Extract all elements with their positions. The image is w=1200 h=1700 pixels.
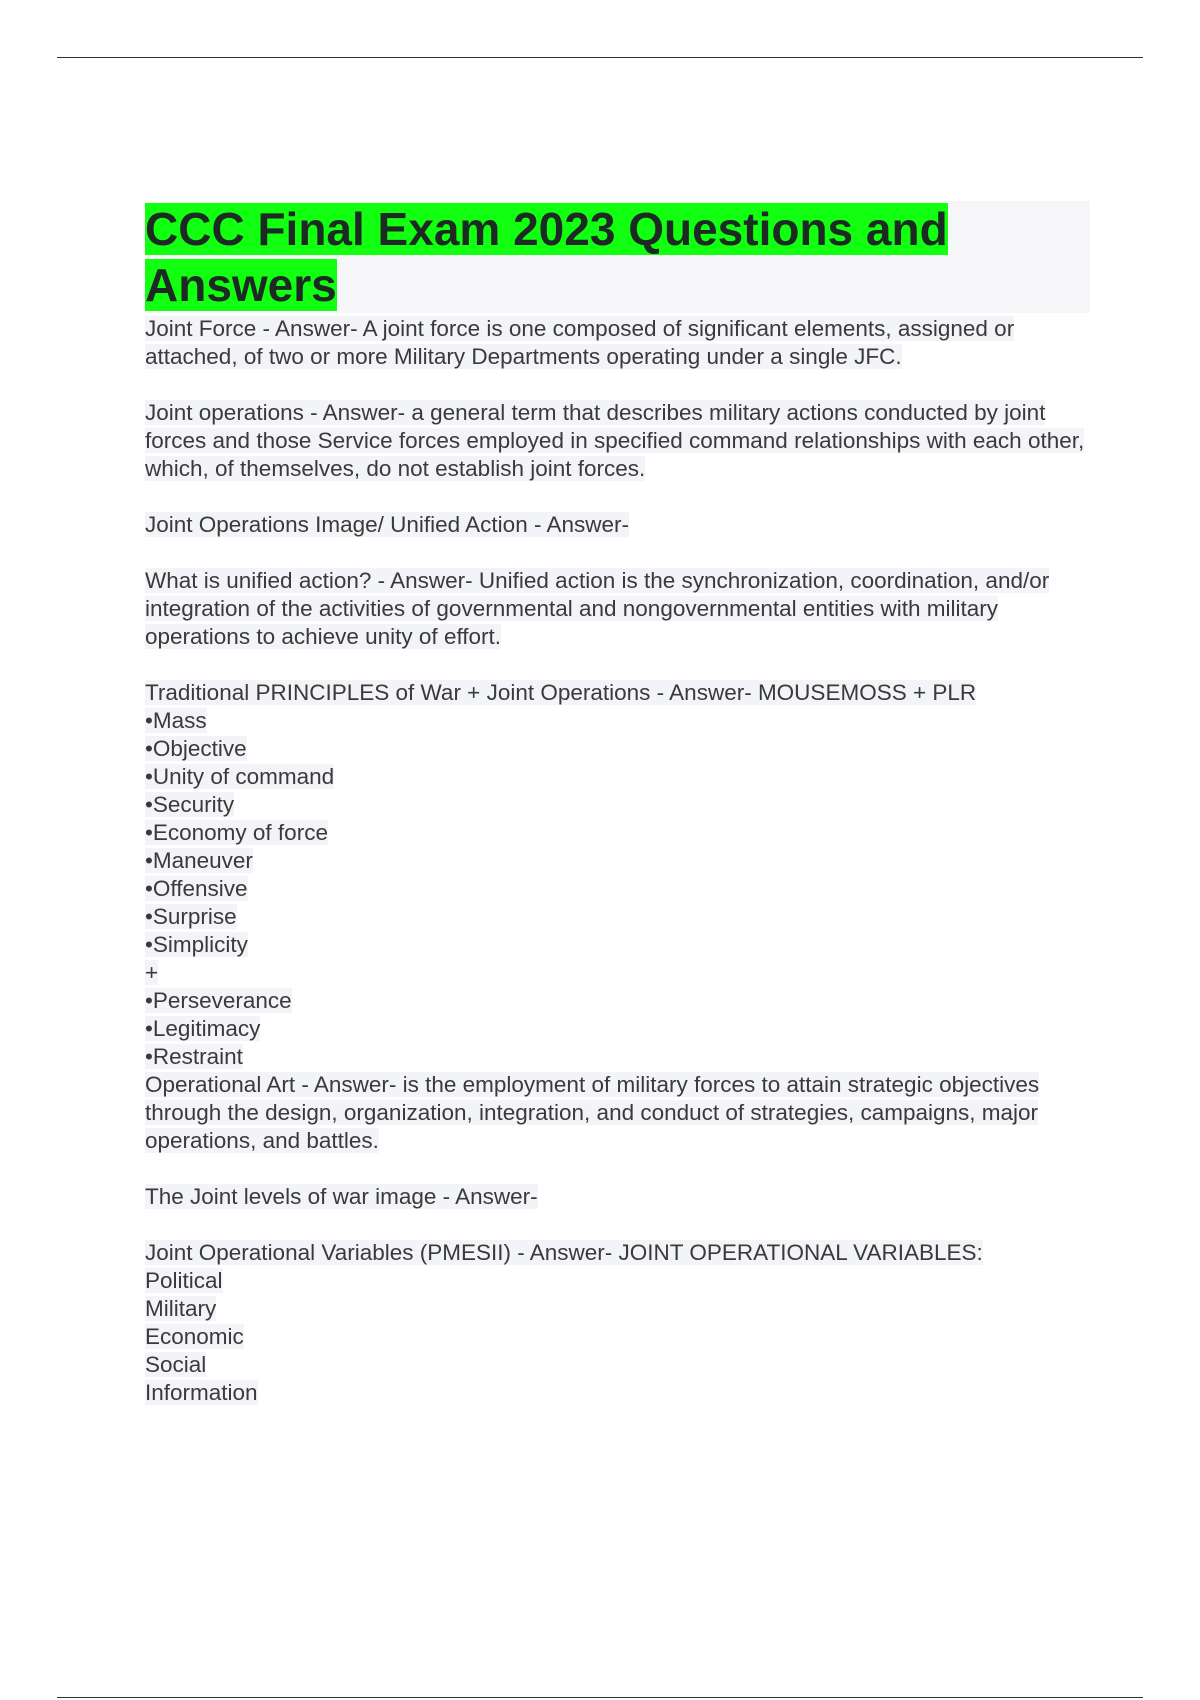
list-item-text: •Objective xyxy=(145,736,247,761)
list-heading-text: Joint Operational Variables (PMESII) - Answer- JOINT OPERATIONAL VARIABLES: xyxy=(145,1240,983,1265)
qa-entry-operational-art xyxy=(145,1071,1090,1155)
qa-entry-text: The Joint levels of war image - Answer- xyxy=(145,1184,538,1209)
qa-entry-text: What is unified action? - Answer- Unified action is the synchronization, coordination, and/or integration of the activities of governmental and nongovernmental entities with military operations to achieve unity of effort. xyxy=(145,568,1050,649)
list-item-text: •Economy of force xyxy=(145,820,328,845)
list-item-text: •Mass xyxy=(145,708,207,733)
list-item xyxy=(145,1351,1090,1379)
list-heading xyxy=(145,679,1090,707)
list-item-text: •Perseverance xyxy=(145,988,292,1013)
list-item-text: •Offensive xyxy=(145,876,248,901)
footer-rule xyxy=(57,1697,1143,1698)
list-item xyxy=(145,987,1090,1015)
list-item-text: Economic xyxy=(145,1324,244,1349)
list-item-text: •Security xyxy=(145,792,235,817)
list-item xyxy=(145,1323,1090,1351)
list-item xyxy=(145,875,1090,903)
list-heading xyxy=(145,1239,1090,1267)
title-block xyxy=(145,201,1090,313)
list-item-text: Information xyxy=(145,1380,258,1405)
list-item xyxy=(145,1379,1090,1407)
list-item xyxy=(145,791,1090,819)
list-item-text: Military xyxy=(145,1296,217,1321)
qa-entry-text: Joint Operations Image/ Unified Action - Answer- xyxy=(145,512,629,537)
list-item xyxy=(145,959,1090,987)
qa-entry-what-is-unified-action xyxy=(145,567,1090,651)
list-item xyxy=(145,931,1090,959)
qa-entry-unified-action-image xyxy=(145,511,1090,539)
list-item-text: •Surprise xyxy=(145,904,237,929)
list-item xyxy=(145,735,1090,763)
list-item xyxy=(145,763,1090,791)
qa-entry-joint-operations xyxy=(145,399,1090,483)
document-title xyxy=(145,201,1090,313)
qa-entry-principles-of-war xyxy=(145,679,1090,1071)
header-rule xyxy=(57,57,1143,58)
list-item xyxy=(145,819,1090,847)
qa-entry-text: Joint Force - Answer- A joint force is one composed of significant elements, assigned or attached, of two or more Military Departments operating under a single JFC. xyxy=(145,316,1015,369)
list-item-text: + xyxy=(145,960,159,985)
list-item-text: Political xyxy=(145,1268,223,1293)
list-item-text: •Maneuver xyxy=(145,848,253,873)
document-title-text: CCC Final Exam 2023 Questions and Answers xyxy=(145,203,948,311)
document-body xyxy=(145,201,1090,1407)
list-heading-text: Traditional PRINCIPLES of War + Joint Operations - Answer- MOUSEMOSS + PLR xyxy=(145,680,977,705)
list-item-text: Social xyxy=(145,1352,207,1377)
list-item-text: •Simplicity xyxy=(145,932,248,957)
qa-entry-pmesii xyxy=(145,1239,1090,1407)
list-item xyxy=(145,1043,1090,1071)
qa-entry-joint-force xyxy=(145,315,1090,371)
list-item-text: •Legitimacy xyxy=(145,1016,261,1041)
list-item-text: •Unity of command xyxy=(145,764,335,789)
list-item xyxy=(145,707,1090,735)
list-item xyxy=(145,1015,1090,1043)
list-item xyxy=(145,847,1090,875)
qa-entry-text: Operational Art - Answer- is the employment of military forces to attain strategic objectives through the design, organization, integration, and conduct of strategies, campaigns, major operations, and battles. xyxy=(145,1072,1040,1153)
list-item xyxy=(145,903,1090,931)
qa-entry-levels-of-war-image xyxy=(145,1183,1090,1211)
qa-entry-text: Joint operations - Answer- a general term that describes military actions conducted by joint forces and those Service forces employed in specified command relationships with each other, which, of themselves, do not establish joint forces. xyxy=(145,400,1085,481)
list-item xyxy=(145,1295,1090,1323)
list-item xyxy=(145,1267,1090,1295)
list-item-text: •Restraint xyxy=(145,1044,243,1069)
